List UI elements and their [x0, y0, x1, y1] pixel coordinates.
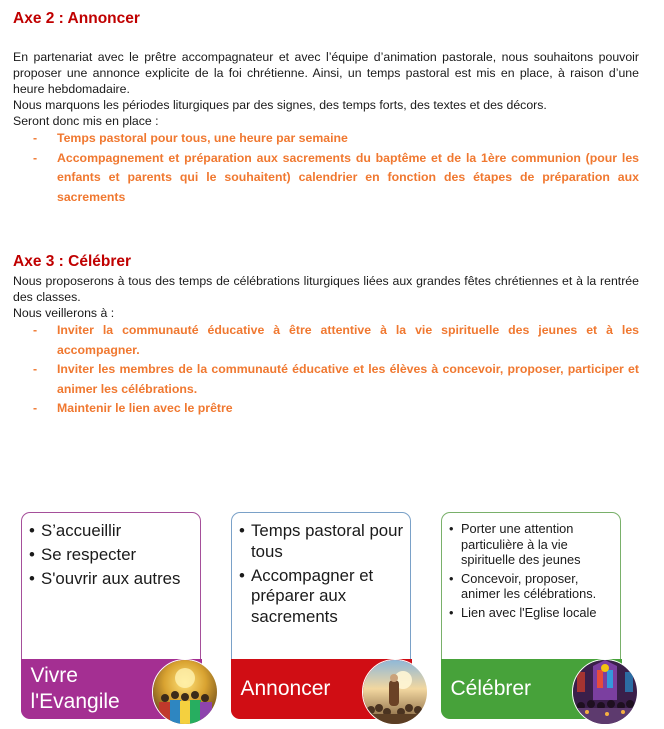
- card-list-item: • S’accueillir: [28, 521, 196, 542]
- card-list: [238, 521, 406, 631]
- axe3-list-item: - Inviter les membres de la communauté éducative et les élèves à concevoir, proposer, participer et animer les célébrations.: [13, 360, 639, 399]
- axe2-paragraph: Nous marquons les périodes liturgiques par des signes, des temps forts, des textes et des décors.: [13, 98, 547, 112]
- axe2-list-item: - Temps pastoral pour tous, une heure par semaine: [13, 129, 639, 149]
- axe3-body: [13, 273, 639, 419]
- axe2-paragraph: Seront donc mis en place :: [13, 114, 159, 128]
- card-list-item: • Concevoir, proposer, animer les célébrations.: [448, 571, 616, 602]
- axe3-list-item: - Maintenir le lien avec le prêtre: [13, 399, 639, 419]
- card-list-item: • Porter une attention particulière à la vie spirituelle des jeunes: [448, 521, 616, 568]
- card-list-item: • Se respecter: [28, 545, 196, 566]
- card-label: Célébrer: [450, 676, 532, 700]
- axe2-title: Axe 2 : Annoncer: [13, 10, 140, 27]
- card-vivre-evangile: [21, 512, 201, 718]
- axe2-body: [13, 49, 639, 207]
- axe2-paragraph: En partenariat avec le prêtre accompagnateur et avec l’équipe d’animation pastorale, nous souhaitons pouvoir proposer une annonce explicite de la foi chrétienne. Ainsi, un temps pastoral est mis en place, à raison d’une heure hebdomadaire.: [13, 50, 639, 96]
- axe3-list: [13, 321, 639, 419]
- card-list-item: • S'ouvrir aux autres: [28, 569, 196, 590]
- card-list-item: • Lien avec l'Eglise locale: [448, 605, 616, 621]
- axe3-list-item: - Inviter la communauté éducative à être attentive à la vie spirituelle des jeunes et à les accompagner.: [13, 321, 639, 360]
- preacher-crowd-image-icon: [362, 659, 428, 725]
- card-list-item: • Accompagner et préparer aux sacrements: [238, 566, 406, 628]
- card-list: [28, 521, 196, 593]
- crowd-gathering-image-icon: [152, 659, 218, 725]
- church-celebration-image-icon: [572, 659, 638, 725]
- axe3-paragraph: Nous veillerons à :: [13, 306, 115, 320]
- card-celebrer: [441, 512, 621, 718]
- card-label: Annoncer: [240, 676, 331, 700]
- axe3-title: Axe 3 : Célébrer: [13, 253, 132, 270]
- axe2-list-item: - Accompagnement et préparation aux sacrements du baptême et de la 1ère communion (pour les enfants et parents qui le souhaitent) calendrier en fonction des étapes de préparation aux sacrements: [13, 149, 639, 208]
- card-label: Vivre l'Evangile: [30, 663, 120, 713]
- card-list: [448, 521, 616, 624]
- card-list-item: • Temps pastoral pour tous: [238, 521, 406, 562]
- document: [13, 8, 639, 419]
- card-annoncer: [231, 512, 411, 718]
- axe2-list: [13, 129, 639, 207]
- axe3-paragraph: Nous proposerons à tous des temps de célébrations liturgiques liées aux grandes fêtes chrétiennes et à la rentrée des classes.: [13, 274, 639, 304]
